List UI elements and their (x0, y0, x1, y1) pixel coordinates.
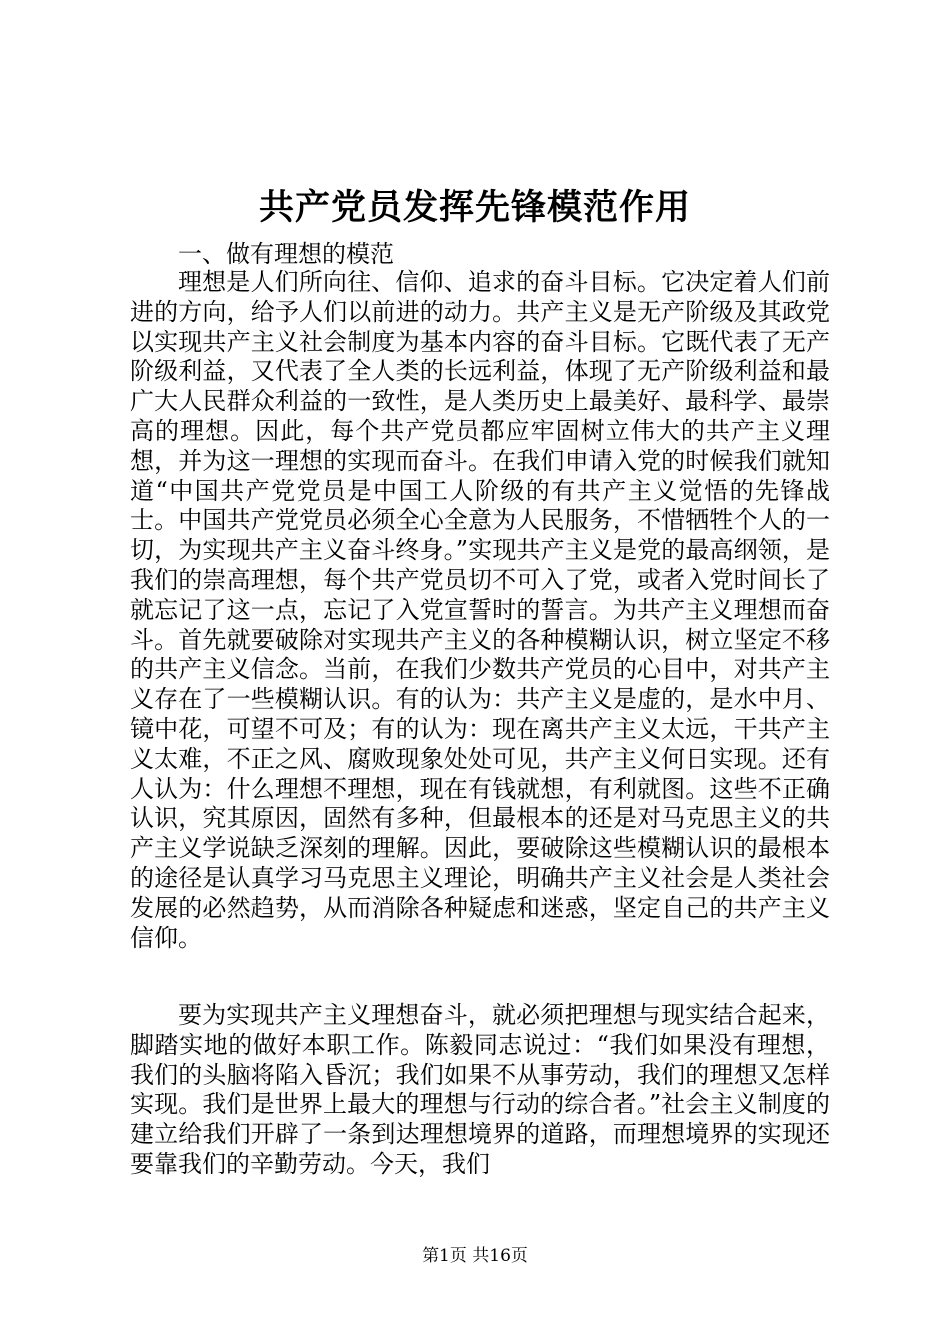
page-footer: 第1页 共16页 (422, 1246, 528, 1266)
document-title: 共产党员发挥先锋模范作用 (258, 187, 691, 228)
body-paragraph-1: 理想是人们所向往、信仰、追求的奋斗目标。它决定着人们前进的方向，给予人们以前进的动力。共产主义是无产阶级及其政党以实现共产主义社会制度为基本内容的奋斗目标。它既代表了无产阶级利益，又代表了全人类的长远利益，体现了无产阶级利益和最广大人民群众利益的一致性，是人类历史上最美好、最科学、最崇高的理想。因此，每个共产党员都应牢固树立伟大的共产主义理想，并为这一理想的实现而奋斗。在我们申请入党的时候我们就知道“中国共产党党员是中国工人阶级的有共产主义觉悟的先锋战士。中国共产党党员必须全心全意为人民服务，不惜牺牲个人的一切，为实现共产主义奋斗终身。”实现共产主义是党的最高纲领，是我们的崇高理想，每个共产党员切不可入了党，或者入党时间长了就忘记了这一点，忘记了入党宣誓时的誓言。为共产主义理想而奋斗。首先就要破除对实现共产主义的各种模糊认识，树立坚定不移的共产主义信念。当前，在我们少数共产党员的心目中，对共产主义存在了一些模糊认识。有的认为：共产主义是虚的，是水中月、镜中花，可望不可及；有的认为：现在离共产主义太远，干共产主义太难，不正之风、腐败现象处处可见，共产主义何日实现。还有人认为：什么理想不理想，现在有钱就想，有利就图。这些不正确认识，究其原因，固然有多种，但最根本的还是对马克思主义的共产主义学说缺乏深刻的理解。因此，要破除这些模糊认识的最根本的途径是认真学习马克思主义理论，明确共产主义社会是人类社会发展的必然趋势，从而消除各种疑虑和迷惑，坚定自己的共产主义信仰。 (130, 268, 830, 952)
body-paragraph-2: 要为实现共产主义理想奋斗，就必须把理想与现实结合起来，脚踏实地的做好本职工作。陈毅同志说过：“我们如果没有理想，我们的头脑将陷入昏沉；我们如果不从事劳动，我们的理想又怎样实现。我们是世界上最大的理想与行动的综合者。”社会主义制度的建立给我们开辟了一条到达理想境界的道路，而理想境界的实现还要靠我们的辛勤劳动。今天，我们 (130, 1001, 830, 1178)
section-heading: 一、做有理想的模范 (178, 240, 394, 268)
